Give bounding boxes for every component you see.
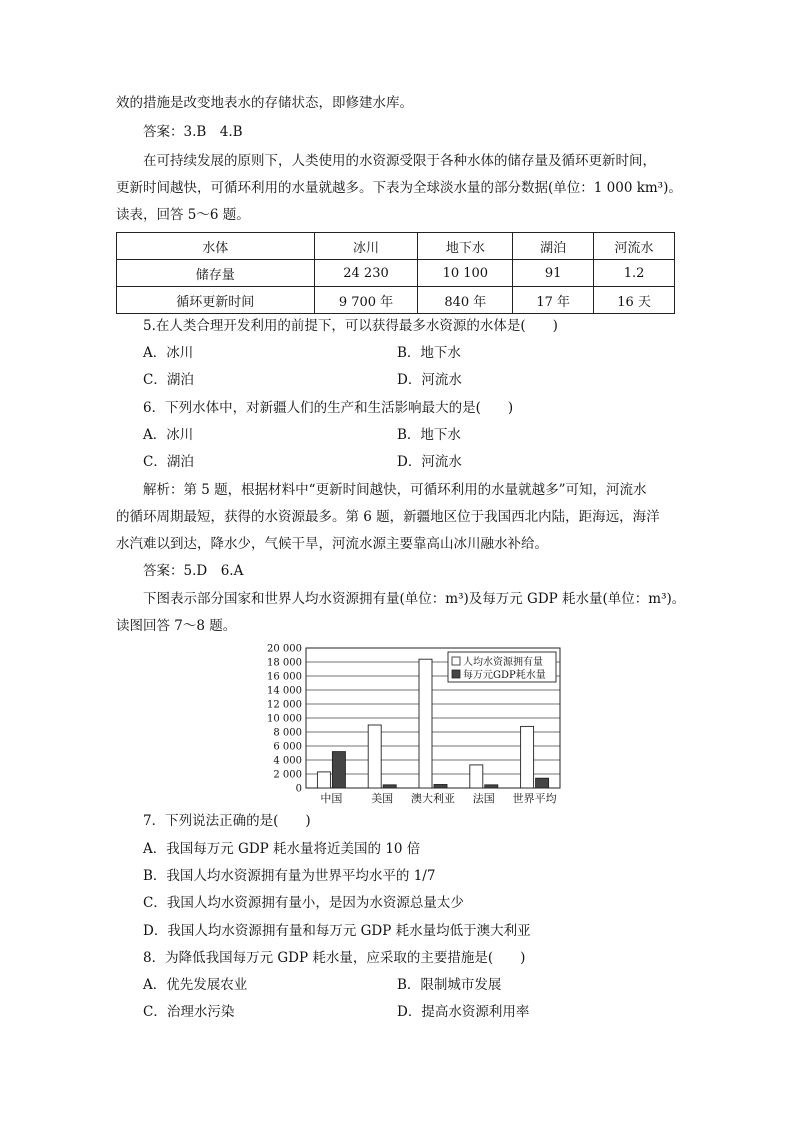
option-5a: A．冰川 <box>143 345 194 361</box>
bar-gdp-water <box>434 785 447 789</box>
table-cell: 91 <box>513 260 594 287</box>
table-row <box>117 287 675 314</box>
table-row <box>117 260 675 287</box>
bar-per-capita <box>470 765 483 788</box>
bar-per-capita <box>521 726 534 788</box>
answer-5-6: 答案：5.D 6.A <box>143 563 244 579</box>
table-cell: 湖泊 <box>513 233 594 260</box>
option-5d: D．河流水 <box>397 372 462 388</box>
option-5b: B．地下水 <box>397 345 461 361</box>
option-8c: C．治理水污染 <box>143 1004 235 1020</box>
bar-gdp-water <box>383 785 396 788</box>
paragraph-line: 读图回答 7～8 题。 <box>116 618 237 634</box>
y-tick-label: 4 000 <box>273 755 302 767</box>
y-tick-label: 12 000 <box>267 699 302 711</box>
table-cell: 10 100 <box>418 260 513 287</box>
option-8d: D．提高水资源利用率 <box>397 1004 530 1020</box>
paragraph-line: 在可持续发展的原则下，人类使用的水资源受限于各种水体的储存量及循环更新时间， <box>143 153 656 169</box>
bar-gdp-water <box>332 752 345 788</box>
table-cell: 冰川 <box>314 233 418 260</box>
x-tick-label: 法国 <box>472 792 495 805</box>
paragraph-line: 读表，回答 5～6 题。 <box>116 207 250 223</box>
bar-gdp-water <box>536 778 549 788</box>
option-7d: D．我国人均水资源拥有量和每万元 GDP 耗水量均低于澳大利亚 <box>143 923 531 939</box>
legend-label: 每万元GDP耗水量 <box>463 670 546 681</box>
y-tick-label: 18 000 <box>267 657 302 669</box>
table-cell: 16 天 <box>594 287 675 314</box>
option-6b: B．地下水 <box>397 427 461 443</box>
paragraph-line: 下图表示部分国家和世界人均水资源拥有量(单位：m³)及每万元 GDP 耗水量(单位：m³)。 <box>143 591 686 607</box>
x-tick-label: 美国 <box>371 792 394 805</box>
y-tick-label: 14 000 <box>267 685 302 697</box>
question-7: 7．下列说法正确的是( ) <box>143 813 311 829</box>
table-cell: 17 年 <box>513 287 594 314</box>
bar-per-capita <box>368 725 381 788</box>
water-resource-chart <box>262 640 572 810</box>
option-8b: B．限制城市发展 <box>397 977 502 993</box>
table-cell: 9 700 年 <box>314 287 418 314</box>
y-tick-label: 0 <box>295 783 302 795</box>
analysis-line: 解析：第 5 题，根据材料中“更新时间越快，可循环利用的水量就越多”可知，河流水 <box>143 482 647 498</box>
option-6a: A．冰川 <box>143 427 194 443</box>
legend-swatch <box>452 657 460 665</box>
option-7b: B．我国人均水资源拥有量为世界平均水平的 1/7 <box>143 868 436 884</box>
table-cell: 840 年 <box>418 287 513 314</box>
bar-per-capita <box>419 659 432 788</box>
question-6: 6．下列水体中，对新疆人们的生产和生活影响最大的是( ) <box>143 400 514 416</box>
y-tick-label: 2 000 <box>273 769 302 781</box>
x-tick-label: 澳大利亚 <box>411 792 455 805</box>
option-7c: C．我国人均水资源拥有量小，是因为水资源总量太少 <box>143 895 464 911</box>
table-cell: 储存量 <box>117 260 315 287</box>
table-header-row <box>117 233 675 260</box>
bar-per-capita <box>317 772 330 788</box>
legend-label: 人均水资源拥有量 <box>463 657 543 668</box>
x-tick-label: 中国 <box>320 792 343 805</box>
bar-gdp-water <box>485 785 498 788</box>
option-6c: C．湖泊 <box>143 454 194 470</box>
question-5: 5.在人类合理开发利用的前提下，可以获得最多水资源的水体是( ) <box>143 318 558 334</box>
x-tick-label: 世界平均 <box>512 792 557 805</box>
paragraph-line: 效的措施是改变地表水的存储状态，即修建水库。 <box>116 95 413 111</box>
option-7a: A．我国每万元 GDP 耗水量将近美国的 10 倍 <box>143 841 421 857</box>
legend-swatch <box>452 670 460 678</box>
analysis-line: 的循环周期最短，获得的水资源最多。第 6 题，新疆地区位于我国西北内陆，距海远，海洋 <box>116 509 660 525</box>
table-cell: 地下水 <box>418 233 513 260</box>
table-cell: 24 230 <box>314 260 418 287</box>
option-5c: C．湖泊 <box>143 372 194 388</box>
option-8a: A．优先发展农业 <box>143 977 248 993</box>
table-cell: 水体 <box>117 233 315 260</box>
option-6d: D．河流水 <box>397 454 462 470</box>
y-tick-label: 16 000 <box>267 671 302 683</box>
answer-3-4: 答案：3.B 4.B <box>143 124 243 140</box>
table-cell: 1.2 <box>594 260 675 287</box>
question-8: 8．为降低我国每万元 GDP 耗水量，应采取的主要措施是( ) <box>143 950 526 966</box>
y-tick-label: 8 000 <box>273 727 302 739</box>
y-tick-label: 20 000 <box>267 643 302 655</box>
paragraph-line: 更新时间越快，可循环利用的水量就越多。下表为全球淡水量的部分数据(单位：1 000 km³)。 <box>116 180 682 196</box>
y-tick-label: 6 000 <box>273 741 302 753</box>
bar-chart-svg <box>262 640 572 810</box>
y-tick-label: 10 000 <box>267 713 302 725</box>
table-cell: 河流水 <box>594 233 675 260</box>
table-cell: 循环更新时间 <box>117 287 315 314</box>
freshwater-table <box>116 232 675 314</box>
analysis-line: 水汽难以到达，降水少，气候干旱，河流水源主要靠高山冰川融水补给。 <box>116 536 548 552</box>
